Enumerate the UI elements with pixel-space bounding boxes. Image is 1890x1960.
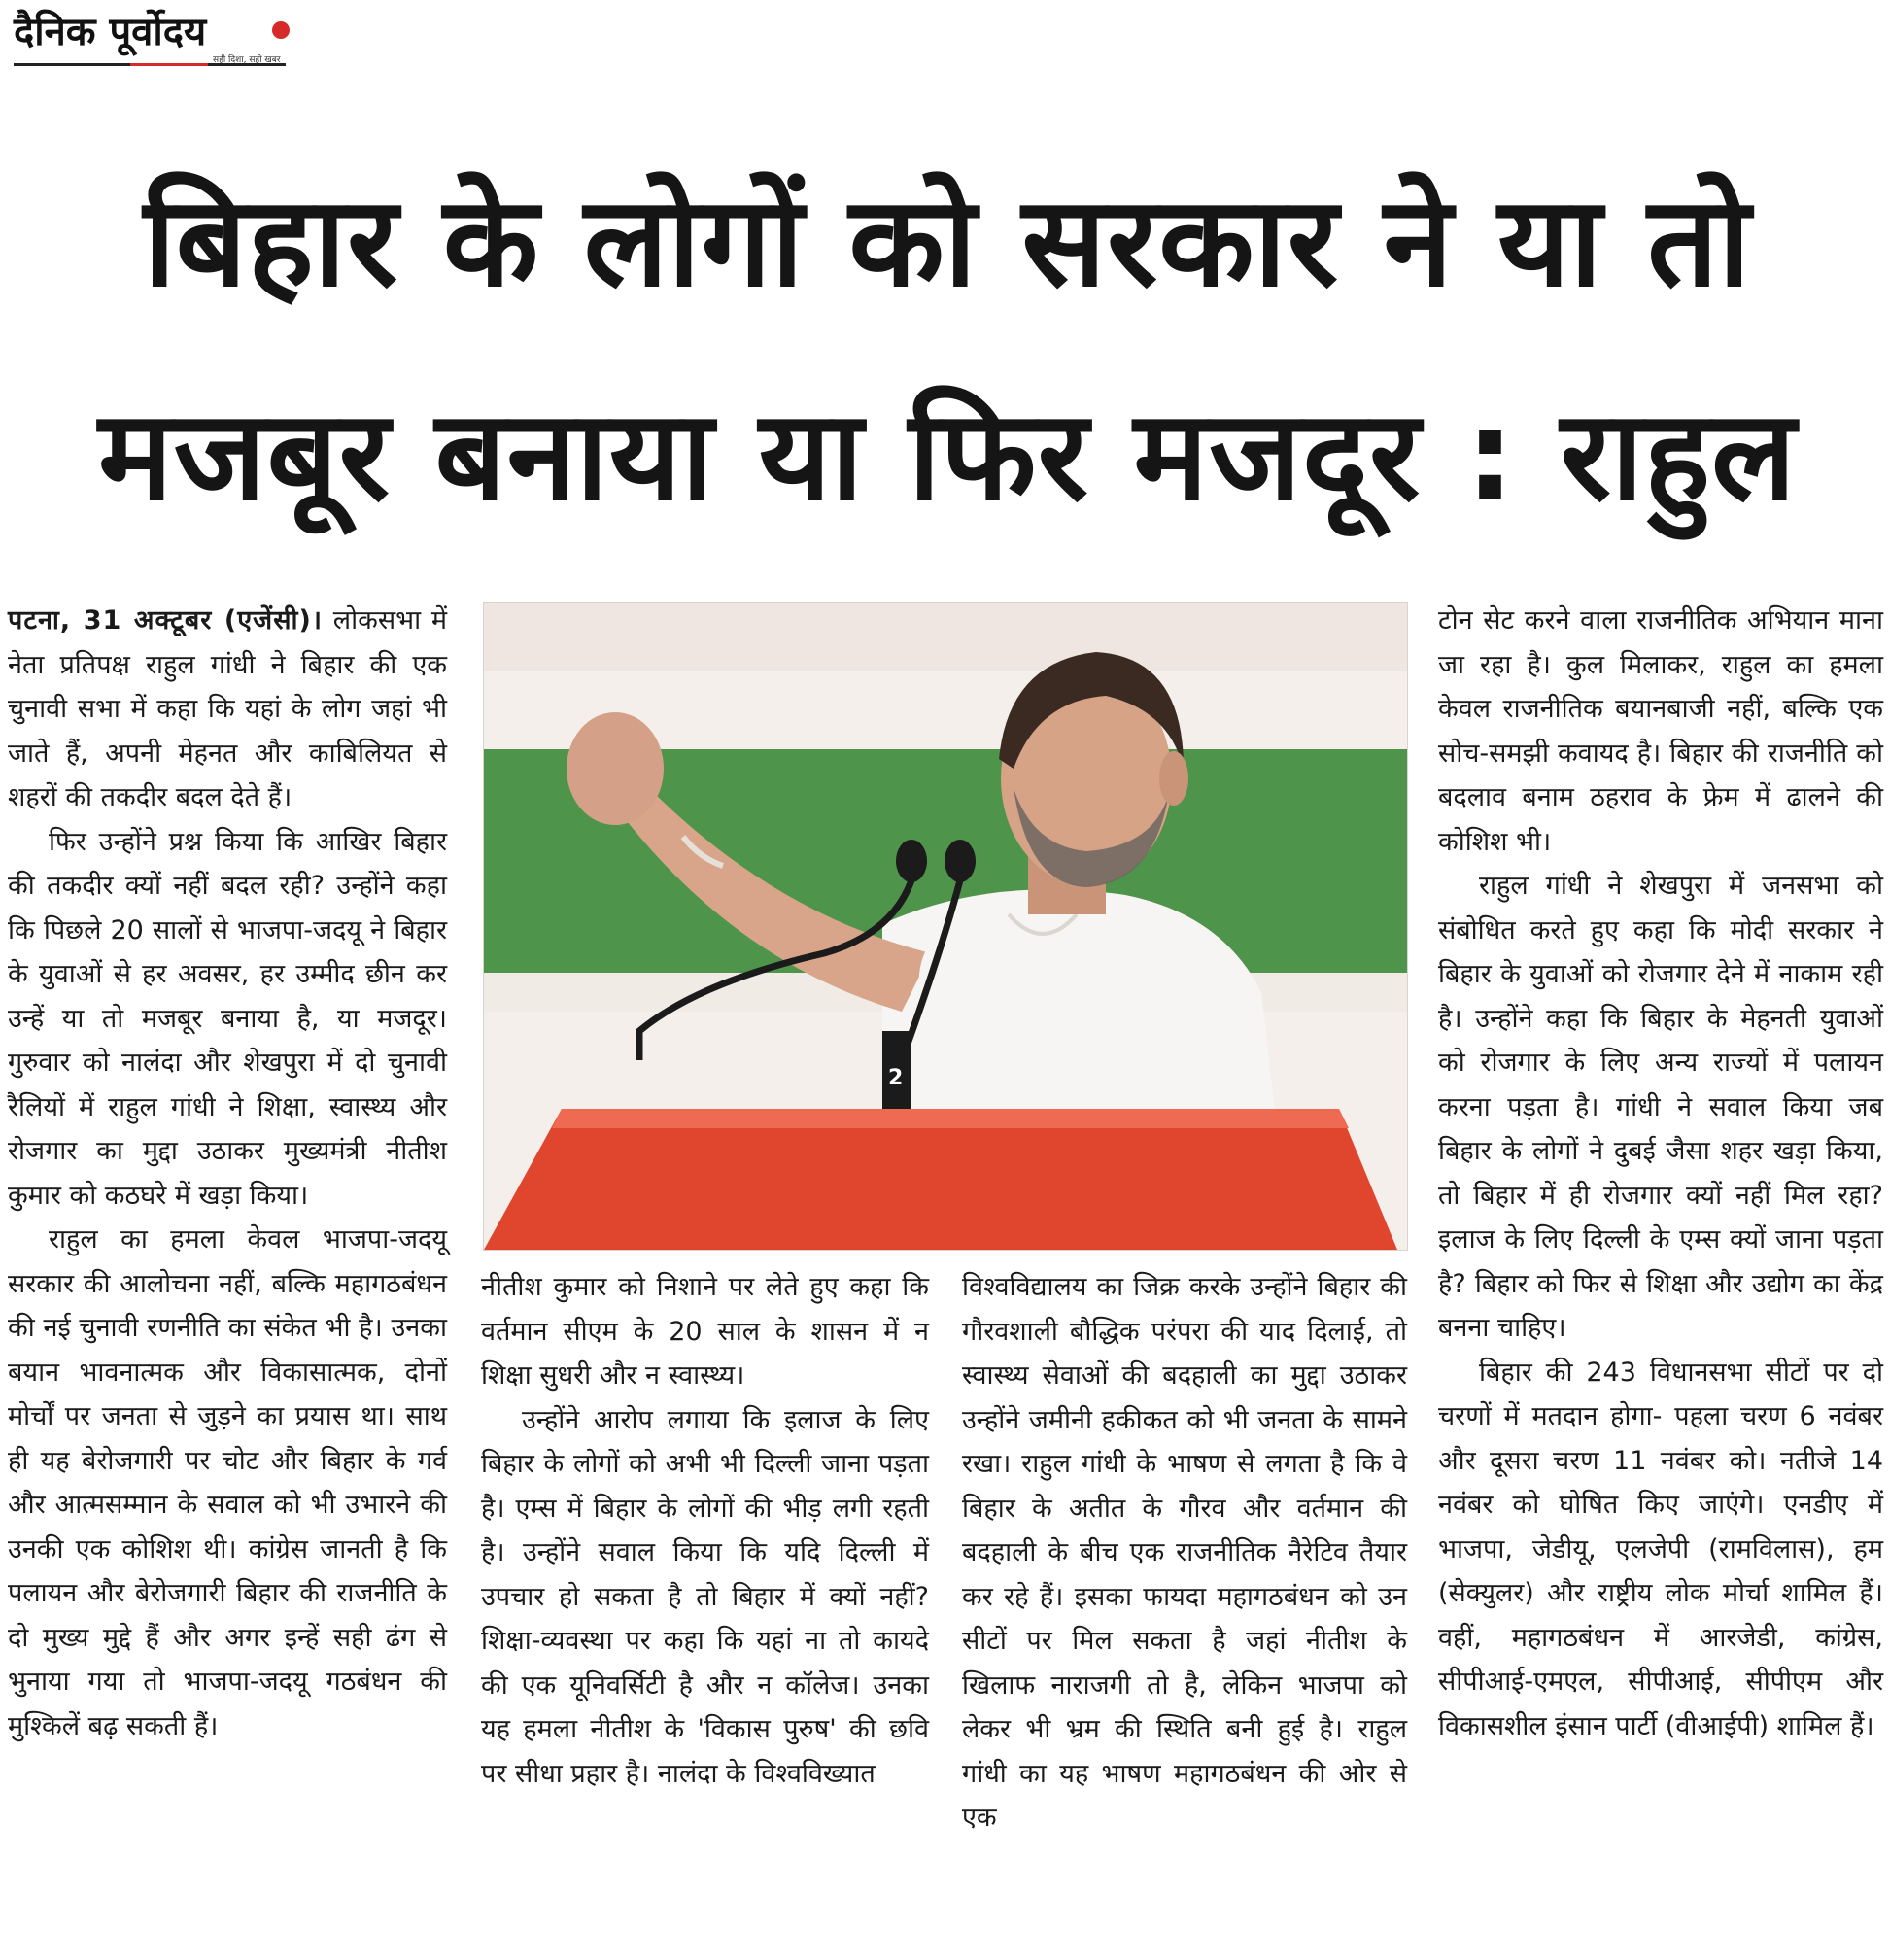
article-column-3: [962, 1265, 1407, 1954]
speaker-photo: [484, 603, 1407, 1250]
masthead-logo: दैनिक पूर्वोदय: [14, 10, 207, 54]
article-paragraph-text: लोकसभा में नेता प्रतिपक्ष राहुल गांधी ने बिहार की एक चुनावी सभा में कहा कि यहां के लोग जहां भी जाते हैं, अपनी मेहनत और काबिलियत से शहरों की तकदीर बदल देते हैं।: [8, 605, 447, 812]
article-paragraph: [8, 599, 447, 820]
headline: बिहार के लोगों को सरकार ने या तो मजबूर बनाया या फिर मजदूर : राहुल: [98, 170, 1797, 529]
article-paragraph: टोन सेट करने वाला राजनीतिक अभियान माना जा रहा है। कुल मिलाकर, राहुल का हमला केवल राजनीतिक बयानबाजी नहीं, बल्कि एक सोच-समझी कवायद है। बिहार की राजनीति को बदलाव बनाम ठहराव के फ्रेम में ढालने की कोशिश भी।: [1438, 605, 1883, 857]
logo-dot-icon: [272, 21, 290, 39]
article-paragraph: राहुल गांधी ने शेखपुरा में जनसभा को संबोधित करते हुए कहा कि मोदी सरकार ने बिहार के युवाओं को रोजगार देने में नाकाम रही है। उन्होंने कहा कि बिहार के मेहनती युवाओं को रोजगार के लिए अन्य राज्यों में पलायन करना पड़ता है। गांधी ने सवाल किया जब बिहार के लोगों ने दुबई जैसा शहर खड़ा किया, तो बिहार में ही रोजगार क्यों नहीं मिल रहा? इलाज के लिए दिल्ली के एम्स क्यों जाना पड़ता है? बिहार को फिर से शिक्षा और उद्योग का केंद्र बनना चाहिए।: [1438, 871, 1883, 1343]
article-paragraph: विश्वविद्यालय का जिक्र करके उन्होंने बिहार की गौरवशाली बौद्धिक परंपरा की याद दिलाई, तो स्वास्थ्य सेवाओं की बदहाली का मुद्दा उठाकर उन्होंने जमीनी हकीकत को भी जनता के सामने रखा। राहुल गांधी के भाषण से लगता है कि वे बिहार के अतीत के गौरव और वर्तमान की बदहाली के बीच एक राजनीतिक नैरेटिव तैयार कर रहे हैं। इसका फायदा महागठबंधन को उन सीटों पर मिल सकता है जहां नीतीश के खिलाफ नाराजगी तो है, लेकिन भाजपा को लेकर भी भ्रम की स्थिति बनी हुई है। राहुल गांधी का यह भाषण महागठबंधन की ओर से एक: [962, 1272, 1407, 1833]
article-paragraph: नीतीश कुमार को निशाने पर लेते हुए कहा कि वर्तमान सीएम के 20 साल के शासन में न शिक्षा सुधरी और न स्वास्थ्य।: [481, 1272, 929, 1391]
article-paragraph: फिर उन्होंने प्रश्न किया कि आखिर बिहार की तकदीर क्यों नहीं बदल रही? उन्होंने कहा कि पिछले 20 सालों से भाजपा-जदयू ने बिहार के युवाओं से हर अवसर, हर उम्मीद छीन कर उन्हें या तो मजबूर बनाया है, या मजदूर। गुरुवार को नालंदा और शेखपुरा में दो चुनावी रैलियों में राहुल गांधी ने शिक्षा, स्वास्थ्य और रोजगार का मुद्दा उठाकर मुख्यमंत्री नीतीश कुमार को कठघरे में खड़ा किया।: [8, 826, 447, 1211]
article-paragraph: बिहार की 243 विधानसभा सीटों पर दो चरणों में मतदान होगा- पहला चरण 6 नवंबर और दूसरा चरण 11 नवंबर को। नतीजे 14 नवंबर को घोषित किए जाएंगे। एनडीए में भाजपा, जेडीयू, एलजेपी (रामविलास), हम (सेक्युलर) और राष्ट्रीय लोक मोर्चा शामिल हैं। वहीं, महागठबंधन में आरजेडी, कांग्रेस, सीपीआई-एमएल, सीपीआई, सीपीएम और विकासशील इंसान पार्टी (वीआईपी) शामिल हैं।: [1438, 1357, 1883, 1741]
article-column-2: [481, 1265, 929, 1954]
article-paragraph: उन्होंने आरोप लगाया कि इलाज के लिए बिहार के लोगों को अभी भी दिल्ली जाना पड़ता है। एम्स में बिहार के लोगों की भीड़ लगी रहती है। उन्होंने सवाल किया कि यदि दिल्ली में उपचार हो सकता है तो बिहार में क्यों नहीं? शिक्षा-व्यवस्था पर कहा कि यहां ना तो कायदे की एक यूनिवर्सिटी है और न कॉलेज। उनका यह हमला नीतीश के 'विकास पुरुष' की छवि पर सीधा प्रहार है। नालंदा के विश्वविख्यात: [481, 1404, 929, 1789]
article-column-4: [1438, 599, 1883, 1954]
mic-number-label: 2: [888, 1066, 904, 1090]
masthead-rule-accent: [130, 63, 208, 66]
article-photo: [483, 602, 1408, 1251]
article-paragraph: राहुल का हमला केवल भाजपा-जदयू सरकार की आलोचना नहीं, बल्कि महागठबंधन की नई चुनावी रणनीति का संकेत भी है। उनका बयान भावनात्मक और विकासात्मक, दोनों मोर्चों पर जनता से जुड़ने का प्रयास था। साथ ही यह बेरोजगारी पर चोट और बिहार के गर्व और आत्मसम्मान के सवाल को भी उभारने की उनकी एक कोशिश थी। कांग्रेस जानती है कि पलायन और बेरोजगारी बिहार की राजनीति के दो मुख्य मुद्दे हैं और अगर इन्हें सही ढंग से भुनाया गया तो भाजपा-जदयू गठबंधन की मुश्किलें बढ़ सकती हैं।: [8, 1224, 447, 1741]
masthead-tagline: सही दिशा, सही खबर: [213, 55, 281, 65]
dateline: पटना, 31 अक्टूबर (एजेंसी)।: [8, 605, 324, 636]
masthead: [14, 8, 295, 78]
article-column-1: [8, 599, 447, 1954]
